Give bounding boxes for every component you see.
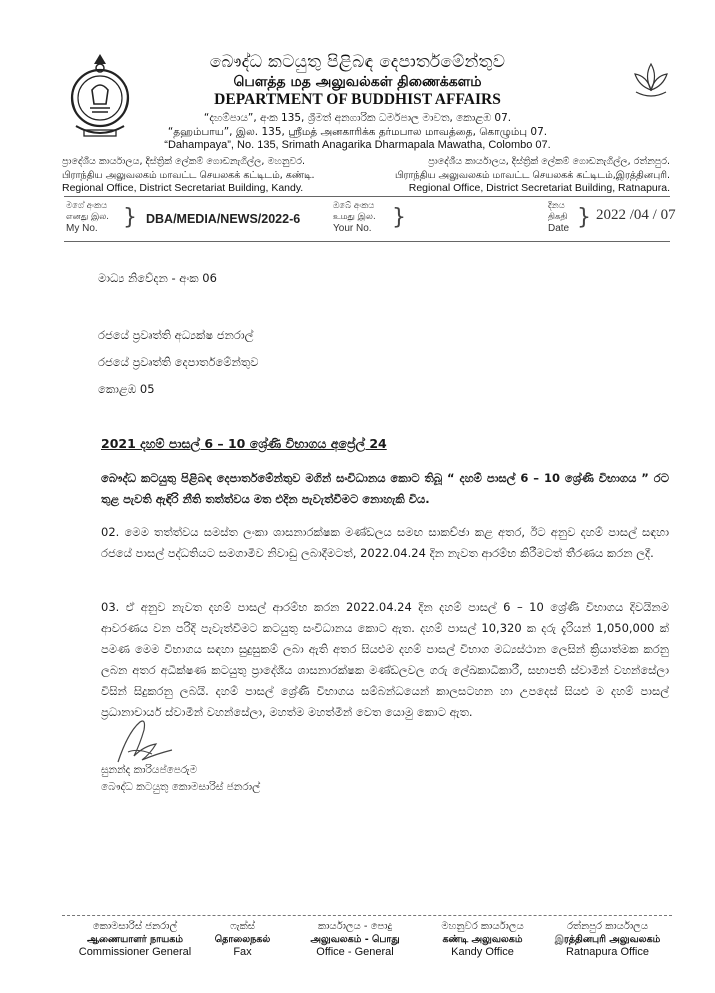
footer-commissioner <box>70 920 200 959</box>
footer-fax <box>200 920 285 959</box>
brace-icon: } <box>123 205 137 230</box>
footer-fax-si: ෆැක්ස් <box>230 921 255 932</box>
my-no-label-si: මගේ අංකය <box>66 201 108 211</box>
footer-kandy-office-si: මහනුවර කාර්යාලය <box>441 921 524 932</box>
office-kandy <box>62 155 362 196</box>
recipient-line-2: රජයේ ප්‍රවෘත්ති දෙපාර්තමේන්තුව <box>98 355 259 369</box>
footer-divider <box>62 915 672 916</box>
date-label-en: Date <box>548 223 570 234</box>
footer-office-general <box>295 920 415 959</box>
office-kandy-ta: பிராந்திய அலுவலகம் மாவட்ட செயலகக் கட்டிடம், கண்டி. <box>62 169 315 181</box>
your-no-label-ta: உமது இல. <box>333 212 376 222</box>
your-no-label-si: ඔබේ අංකය <box>333 201 375 211</box>
footer-kandy-office-en: Kandy Office <box>451 946 514 958</box>
footer-commissioner-ta: ஆணையாளர் நாயகம் <box>87 934 183 945</box>
footer-fax-ta: தொலைநகல் <box>214 934 271 945</box>
footer-ratnapura-office-en: Ratnapura Office <box>566 946 649 958</box>
your-no-label-en: Your No. <box>333 223 372 234</box>
footer-office-general-si: කාර්යාලය - පොදු <box>317 921 393 932</box>
office-ratnapura-ta: பிராந்திய அலுவலகம் மாவட்ட செயலகக் கட்டிடம்,இரத்தினபுரி. <box>394 169 670 181</box>
brace-icon: } <box>577 205 591 230</box>
my-no-label <box>66 201 109 234</box>
footer-kandy-office-ta: கண்டி அலுவலகம் <box>442 934 523 945</box>
office-ratnapura-si: ප්‍රාදේශීය කාර්යාලය, දිස්ත්‍රික් ලේකම් ගොඩනැගිල්ල, රත්නපුර. <box>428 156 670 167</box>
address-tamil: “தஹம்பாய”, இல. 135, ஸ்ரீமத் அனகாரிக்க தர்மபால மாவத்தை, கொழும்பு 07. <box>167 126 548 138</box>
footer-commissioner-en: Commissioner General <box>78 946 192 958</box>
office-kandy-en: Regional Office, District Secretariat Building, Kandy. <box>62 182 304 194</box>
office-kandy-si: ප්‍රාදේශීය කාර්යාලය, දිස්ත්‍රික් ලේකම් ගොඩනැගිල්ල, මහනුවර. <box>62 156 306 167</box>
date-label <box>548 201 569 234</box>
signatory-title: බෞද්ධ කටයුතු කොමසාරිස් ජනරාල් <box>101 781 261 793</box>
subject-heading: 2021 දහම් පාසල් 6 – 10 ශ්‍රේණි විභාගය අප්‍රේල් 24 <box>101 436 387 451</box>
handwritten-signature <box>110 712 190 772</box>
date-value: 2022 /04 / 07 <box>596 207 676 223</box>
date-label-ta: திகதி <box>548 212 568 222</box>
brace-icon: } <box>392 205 406 230</box>
address-english: “Dahampaya”, No. 135, Srimath Anagarika Dharmapala Mawatha, Colombo 07. <box>164 139 551 151</box>
date-label-si: දිනය <box>548 201 565 211</box>
paragraph-1: බෞද්ධ කටයුතු පිළිබඳ දෙපාර්තමේන්තුව මගින් සංවිධානය කොට තිබූ “ දහම් පාසල් 6 – 10 ශ්‍රේණි විභාගය ” රට තුළ පැවති ඇඳිරි නීති තත්ත්වය මත එදින පැවැත්වීමට නොහැකි විය. <box>101 471 669 506</box>
footer-fax-en: Fax <box>233 946 252 958</box>
signatory-name: සුනන්ද කාරියප්පෙරුම <box>101 764 198 776</box>
my-no-label-ta: எனது இல. <box>66 212 109 222</box>
recipient-line-1: රජයේ ප්‍රවෘත්ති අධ්‍යක්ෂ ජනරාල් <box>98 328 254 342</box>
my-no-value: DBA/MEDIA/NEWS/2022-6 <box>146 212 301 226</box>
department-name-sinhala: බෞද්ධ කටයුතු පිළිබඳ දෙපාර්තමේන්තුව <box>209 52 506 72</box>
footer-commissioner-si: කොමසාරිස් ජනරාල් <box>92 921 178 932</box>
department-name-english: DEPARTMENT OF BUDDHIST AFFAIRS <box>214 91 501 108</box>
address-sinhala: “දහම්පාය”, අංක 135, ශ්‍රීමත් අනගාරික ධර්මපාල මාවත, කොළඹ 07. <box>203 112 512 124</box>
footer-ratnapura-office-ta: இரத்தினபுரி அலுவலகம் <box>554 934 661 945</box>
your-no-label <box>333 201 376 234</box>
paragraph-3: 03. ඒ අනුව නැවත දහම් පාසල් ආරම්භ කරන 2022.04.24 දින දහම් පාසල් 6 – 10 ශ්‍රේණි විභාගය දිවයිනම ආවරණය වන පරිදි පැවැත්වීමට කටයුතු සංවිධානය කොට ඇත. දහම් පාසල් 10,320 ක දරු දැරියන් 1,050,000 ක් පමණ මෙම විභාගය සඳහා සුදුසුකම් ලබා ඇති අතර සියළුම දහම් පාසල් විභාග මධ්‍යස්ථාන ලෙසින් ක්‍රියාත්මක කරනු ලබන අතර අධීක්ෂණ කටයුතු ප්‍රාදේශීය ශාසනාරක්ෂක මණ්ඩලවල ගරු ලේඛකාධිකාරී, සභාපති ස්වාමීන් වහන්සේලා විසින් සිදුකරනු ලබයි. දහම් පාසල් ශ්‍රේණි විභාගය සම්බන්ධයෙන් කාලසටහන හා උපදෙස් සියළු ම දහම් පාසල් ප්‍රධානාචාර්ය ස්වාමීන් වහන්සේලා, මහත්ම මහත්මීන් වෙත යොමු කොට ඇත. <box>101 600 669 719</box>
media-release-number: මාධ්‍ය නිවේදන - අංක 06 <box>98 271 217 285</box>
footer-ratnapura-office <box>545 920 670 959</box>
office-ratnapura <box>370 155 670 196</box>
paragraph-2: 02. මෙම තත්ත්වය සමස්ත ලංකා ශාසනාරක්ෂක මණ්ඩලය සමඟ සාකච්ඡා කළ අතර, ඊට අනුව දහම් පාසල් සඳහා රජයේ පාසල් පද්ධතියට සමගාමීව නිවාඩු ලබාදීමටත්, 2022.04.24 දින නැවත ආරම්භ කිරීමටත් තීරණය කරන ලදී. <box>101 525 669 560</box>
recipient-line-3: කොළඹ 05 <box>98 382 155 396</box>
my-no-label-en: My No. <box>66 223 98 234</box>
footer-ratnapura-office-si: රත්නපුර කාර්යාලය <box>566 921 649 932</box>
footer-kandy-office <box>425 920 540 959</box>
department-name-tamil: பௌத்த மத அலுவல்கள் திணைக்களம் <box>233 74 482 90</box>
footer-office-general-en: Office - General <box>316 946 394 958</box>
footer-office-general-ta: அலுவலகம் - பொது <box>310 934 400 945</box>
office-ratnapura-en: Regional Office, District Secretariat Building, Ratnapura. <box>408 182 670 194</box>
